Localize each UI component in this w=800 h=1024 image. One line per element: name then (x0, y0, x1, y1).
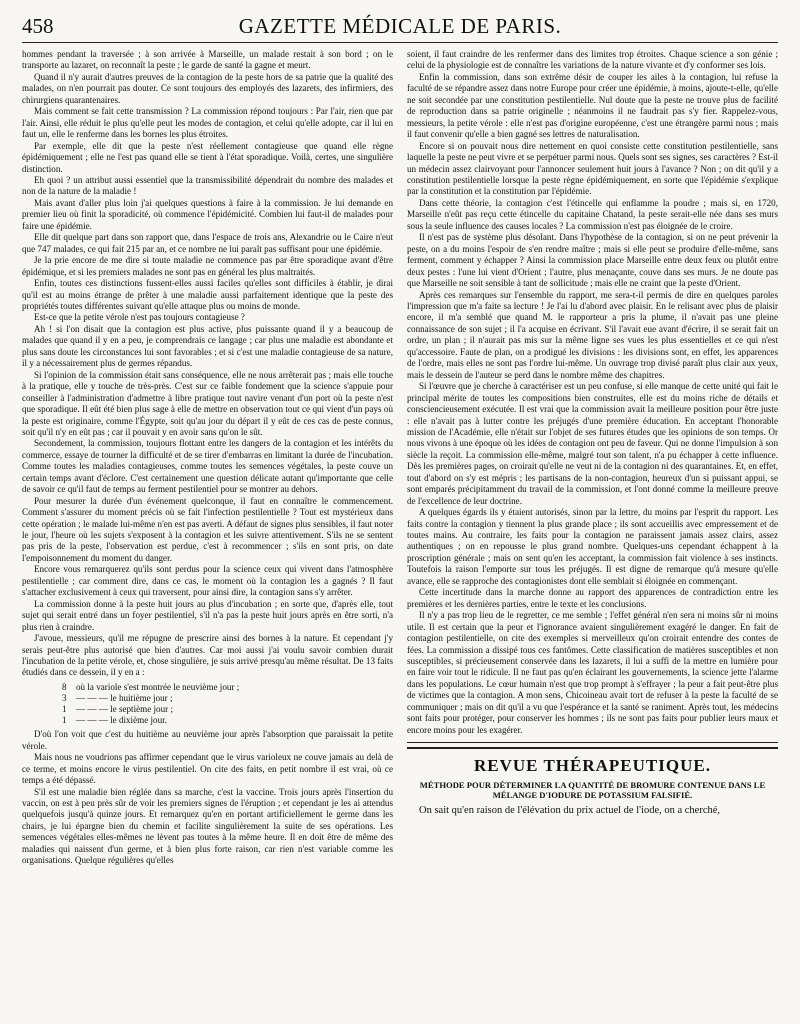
section-rule (407, 742, 778, 743)
paragraph: D'où l'on voit que c'est du huitième au neuvième jour après l'absorption que paraissait la petite vérole. (22, 729, 393, 751)
stat-text: où la variole s'est montrée le neuvième jour ; (76, 681, 240, 692)
variola-stat-table (62, 682, 393, 726)
left-column-text-after (22, 729, 393, 866)
stat-row (62, 682, 393, 693)
paragraph: Pour mesurer la durée d'un événement quelconque, il faut en connaître le commencement. Comment s'assurer du moment précis où se fait l'infection pestilentielle ? Tout est mystérieux dans cette opération ; le malade lui-même n'en est pas averti. A défaut de signes plus sensibles, il faut noter le jour, l'heure où les sujets s'exposent à la contagion et les suivre attentivement. S'ils ne se sentent pas pris de la peste, l'observation est perdue, c'est à recommencer ; s'ils en sont pris, on date l'empoisonnement du moment du danger. (22, 495, 393, 563)
paragraph: Si l'œuvre que je cherche à caractériser est un peu confuse, si elle manque de cette unité qui fait le principal mérite de toutes les compositions bien construites, elle est du moins riche de détails et consciencieusement exécutée. Il est vrai que la commission avait la meilleure position pour être juste : elle n'avait pas à lutter contre les préjugés d'une première éducation. En acceptant l'honorable mission de l'Académie, elle n'était sur l'objet de ses futures études que les opinions de son temps. Or nous vivons à une époque où les idées de contagion ont peu de faveur. Qui ne donne l'impulsion à son siècle la reçoit. La commission elle-même, malgré tout son talent, n'a pu échapper à cette influence. Dès les premières pages, on croirait qu'elle ne veut ni de la contagion ni des quarantaines. Et, en effet, tout d'abord on s'y est mépris ; les partisans de la non-contagion, heureux d'un si puissant appui, se sont emparés précipitamment du travail de la commission, et l'ont donné comme la meilleure preuve de l'excellence de leur doctrine. (407, 381, 778, 506)
paragraph: S'il est une maladie bien réglée dans sa marche, c'est la vaccine. Trois jours après l'insertion du vaccin, on est à peu près sûr de voir les premiers signes de l'éruption ; et cependant je les ai attendus quelquefois jusqu'à quinze jours. Et remarquez qu'en en portant artificiellement le germe dans les chairs, je lui épargne bien du chemin et facilite singulièrement la suite de ses opérations. Les semences végétales elles-mêmes ne lèvent pas toutes à la même heure. Il en doit être de même des maladies qui naissent d'un germe, et à bien plus forte raison, car rien n'est variable comme les organisations. Quelque régulières qu'elles (22, 786, 393, 866)
paragraph: Il n'est pas de système plus désolant. Dans l'hypothèse de la contagion, si on ne peut prévenir la peste, on a du moins l'espoir de s'en rendre maître ; mais si elle peut se produire d'elle-même, sans ferment, comment y échapper ? Ainsi la commission place Marseille entre deux feux ou plutôt entre deux pestes : l'une lui vient d'Orient ; l'autre, plus menaçante, couve dans ses murs. Je ne doute pas que Marseille ne soit sensible à tant de sollicitude ; mais elle ne craint que la peste d'Orient. (407, 232, 778, 289)
paragraph: Dans cette théorie, la contagion c'est l'étincelle qui enflamme la poudre ; mais si, en 1720, Marseille n'eût pas reçu cette étincelle du capitaine Chatand, la peste serait-elle née dans ses murs sous la seule influence des causes locales ? La commission n'est pas éloignée de le croire. (407, 197, 778, 231)
stat-count: 8 (62, 681, 67, 692)
paragraph: Je la prie encore de me dire si toute maladie ne commence pas par être sporadique avant d'être épidémique, et si les premiers malades ne sont pas en général les plus maltraités. (22, 255, 393, 277)
paragraph: Eh quoi ? un attribut aussi essentiel que la transmissibilité dépendrait du nombre des malades et non de la nature de la maladie ! (22, 174, 393, 197)
stat-count: 1 (62, 715, 67, 726)
paragraph: Après ces remarques sur l'ensemble du rapport, me sera-t-il permis de dire en quelques paroles l'impression que m'a faite sa lecture ! Je l'ai lu d'abord avec plaisir. En le relisant avec plus de plaisir encore, il m'a semblé que quand M. le rapporteur a pris la plume, il n'avait pas une pleine connaissance de son sujet ; il l'a acquise en écrivant. S'il l'avait eue avant d'écrire, il se serait fait un ordre, un plan ; il n'aurait pas mis sur la même ligne ses vues les plus essentielles et ce qui n'est qu'accessoire. Faute de plan, on a prodigué les divisions : les divisions sont, en effet, les apparences de l'ordre, mais elles ne sont pas l'ordre lui-même. Un ouvrage trop divisé paraît plus clair aux yeux, mais le dessein de l'auteur se perd dans le nombre même des chapitres. (407, 289, 778, 380)
paragraph: Cette incertitude dans la marche donne au rapport des apparences de contradiction entre les premières et les dernières parties, entre le texte et les conclusions. (407, 587, 778, 609)
journal-title: GAZETTE MÉDICALE DE PARIS. (238, 14, 562, 38)
paragraph: J'avoue, messieurs, qu'il me répugne de prescrire ainsi des bornes à la nature. Et cependant j'y serais peut-être plus autorisé que bien d'autres. Car moi aussi j'ai voulu savoir combien durait l'incubation de la petite vérole, et, chose singulière, je suis arrivé presqu'au même résultat. De 13 faits étudiés dans ce dessein, il y en a : (22, 633, 393, 678)
paragraph: Mais comment se fait cette transmission ? La commission répond toujours : Par l'air, rien que par l'air. Ainsi, elle réduit le plus qu'elle peut les modes de contagion, et celui qu'elle adopte, car il lui en faut un, elle le renferme dans les bornes les plus étroites. (22, 106, 393, 140)
stat-count: 3 (62, 693, 67, 704)
paragraph: Enfin, toutes ces distinctions fussent-elles aussi faciles qu'elles sont difficiles à établir, je dirai qu'il est au moins étrange de prêter à une maladie aussi parfaitement identique que la peste des propriétés toutes différentes suivant qu'elle attaque plus ou moins de monde. (22, 278, 393, 311)
revue-title: REVUE THÉRAPEUTIQUE. (474, 756, 711, 776)
paragraph: La commission donne à la peste huit jours au plus d'incubation ; en sorte que, d'après elle, tout sujet qui serait entré dans un foyer pestilentiel, s'il n'a pas la peste huit jours après en être sorti, n'a plus rien à craindre. (22, 598, 393, 632)
revue-subtitle: MÉTHODE POUR DÉTERMINER LA QUANTITÉ DE BROMURE CONTENUE DANS LE MÉLANGE D'IODURE DE POTASSIUM FALSIFIÉ. (419, 779, 766, 801)
paragraph: Il n'y a pas trop lieu de le regretter, ce me semble ; l'effet général n'en sera ni moins sûr ni moins utile. Il est certain que la peur et l'ignorance avaient singulièrement exagéré le danger. En fait de contagion pestilentielle, on cite des exemples si merveilleux qu'on croirait entendre des contes de fées. La commission a dissipé tous ces fantômes. Cette classification de matières susceptibles et non susceptibles, si précieusement conservée dans les lazarets, il lui a suffi de la mettre en lumière pour en faire voir tout le ridicule. Il ne faut pas qu'en éclairant les gouvernements, la science jette l'alarme dans les populations. Le cœur humain n'est que trop prompt à s'effrayer ; la peur a fait peut-être plus de victimes que la contagion. A mon sens, Chicoineau avait tort de refuser à la peste la faculté de se communiquer ; mais on dit qu'il a vu que l'espérance et la santé se raniment. Après tout, les médecins sont faits pour protéger, pour conserver les hommes ; ils ne sont pas faits pour publier leurs maux et encore moins pour les exagérer. (407, 610, 778, 735)
paragraph: Encore si on pouvait nous dire nettement en quoi consiste cette constitution pestilentielle, sans laquelle la peste ne peut vivre et se perpétuer parmi nous. Quels sont ses signes, ses caractères ? Est-il un médecin assez clairvoyant pour l'annoncer seulement huit jours à l'avance ? Non ; on dit qu'il y a constitution pestilentielle lorsque la peste règne épidémiquement, en sorte que l'épidémie s'explique par la constitution et la constitution par l'épidémie. (407, 140, 778, 197)
paragraph: Secondement, la commission, toujours flottant entre les dangers de la contagion et les intérêts du commerce, essaye de tourner la difficulté et de se tirer d'embarras en limitant la durée de l'incubation. Comme toutes les maladies contagieuses, comme toutes les semences végétales, la peste couve un certain temps avant d'éclore. C'est certainement une question délicate autant qu'importante que celle de savoir ce qu'il faut de temps au ferment pestilentiel pour se montrer au dehors. (22, 438, 393, 495)
paragraph: Par exemple, elle dit que la peste n'est réellement contagieuse que quand elle règne épidémiquement ; elle ne l'est pas quand elle se tient à l'état sporadique. Voilà, certes, une singulière distinction. (22, 140, 393, 174)
revue-lead: On sait qu'en raison de l'élévation du prix actuel de l'iode, on a cherché, (419, 805, 721, 817)
stat-text: — — — le huitième jour ; (76, 693, 173, 704)
page-number: 458 (22, 14, 54, 38)
paragraph: hommes pendant la traversée ; à son arrivée à Marseille, un malade restait à son bord ; on le transporte au lazaret, on reconnaît la peste ; le garde de santé la gagne et meurt. (22, 49, 393, 71)
paragraph: Quand il n'y aurait d'autres preuves de la contagion de la peste hors de sa patrie que la qualité des malades, on n'en pourrait pas douter. Ce sont toujours des employés des lazarets, des infirmiers, des chirurgiens quarantenaires. (22, 71, 393, 105)
left-column (22, 49, 393, 1024)
paragraph: soient, il faut craindre de les renfermer dans des limites trop étroites. Chaque science a son génie ; celui de la physiologie est de connaître les variations de la nature vivante et d'y conformer ses lois. (407, 49, 778, 71)
columns (22, 49, 778, 1024)
stat-text: — — — le dixième jour. (76, 715, 167, 726)
stat-row (62, 704, 393, 715)
paragraph: Ah ! si l'on disait que la contagion est plus active, plus puissante quand il y a beaucoup de malades que quand il y en a peu, je comprendrais ce langage ; car plus une maladie est abondante et plus sans doute les circonstances lui sont favorables ; et si c'est une maladie contagieuse de sa nature, il y a nécessairement plus de germes répandus. (22, 323, 393, 369)
right-column (407, 49, 778, 1024)
left-column-text (22, 49, 393, 679)
stat-row (62, 715, 393, 726)
stat-count: 1 (62, 704, 67, 715)
paragraph: Mais avant d'aller plus loin j'ai quelques questions à faire à la commission. Je lui demande en premier lieu où finit la sporadicité, où commence l'épidémicité. Combien lui faut-il de malades pour faire une épidémie. (22, 197, 393, 231)
stat-text: — — — le septième jour ; (76, 704, 173, 715)
right-column-text (407, 49, 778, 736)
paragraph: Est-ce que la petite vérole n'est pas toujours contagieuse ? (34, 312, 245, 323)
paragraph: Mais nous ne voudrions pas affirmer cependant que le virus varioleux ne couve jamais au delà de ce terme, et moins encore le virus pestilentiel. On cite des faits, en petit nombre il est vrai, où ce temps a été dépassé. (22, 752, 393, 786)
paragraph: Encore vous remarquerez qu'ils sont perdus pour la science ceux qui vivent dans l'atmosphère pestilentielle ; car comment dire, dans ce cas, le moment où la contagion les a gagnés ? Il faut s'attacher exclusivement à ceux qui traversent, pour ainsi dire, la contagion sans s'y arrêter. (22, 564, 393, 598)
paragraph: Elle dit quelque part dans son rapport que, dans l'espace de trois ans, Alexandrie ou le Caire n'eut que 747 malades, ce qui fait 215 par an, et ce nombre ne lui paraît pas suffisant pour une épidémie. (22, 232, 393, 254)
section-rule-thick (407, 747, 778, 749)
paragraph: Enfin la commission, dans son extrême désir de couper les ailes à la contagion, lui refuse la faculté de se répandre assez dans notre Europe pour créer une épidémie, à moins, ajoute-t-elle, qu'elle ne soit secondée par une constitution pestilentielle. Nul doute que la peste ne trouve plus de facilité de reproduction dans sa patrie originelle ; néanmoins il ne faudrait pas s'y fier. Rappelez-vous, messieurs, la petite vérole : elle n'est pas d'origine européenne, c'est une étrangère parmi nous ; mais il faut convenir qu'elle a bien gagné ses lettres de naturalisation. (407, 71, 778, 140)
stat-row (62, 693, 393, 704)
paragraph: A quelques égards ils y étaient autorisés, sinon par la lettre, du moins par l'esprit du rapport. Les faits contre la contagion y tiennent la plus grande place ; ils sont accueillis avec empressement et de toutes mains. Au contraire, les faits pour la contagion ne paraissent jamais assez clairs, assez authentiques ; on en repousse le plus grand nombre. Quelques-uns cependant échappent à la proscription générale ; mais on sent qu'en les acceptant, la commission fait violence à ses instincts. Toutefois la raison l'emporte sur tous les préjugés. Il est digne de remarque qu'à mesure qu'elle avance, elle se rapproche des contagionistes dont elle semblait si éloignée en commençant. (407, 507, 778, 586)
page-header (22, 14, 778, 43)
paragraph: Si l'opinion de la commission était sans conséquence, elle ne nous arrêterait pas ; mais elle touche à la pratique, elle y touche de très-près. C'est sur ce faible fondement que la science s'appuie pour conseiller à l'administration d'admettre à libre pratique tout navire venant d'un port où la peste n'est que sporadique. Il eût été bien plus sage à elle de mettre en observation tout ce qui vient d'un pays où la peste est originaire, comme l'Égypte, soit qu'au jour du départ il y eût de ces cas de peste connus, soit qu'il n'y en eût pas ; car il pouvait y en avoir sans qu'on le sût. (22, 369, 393, 437)
